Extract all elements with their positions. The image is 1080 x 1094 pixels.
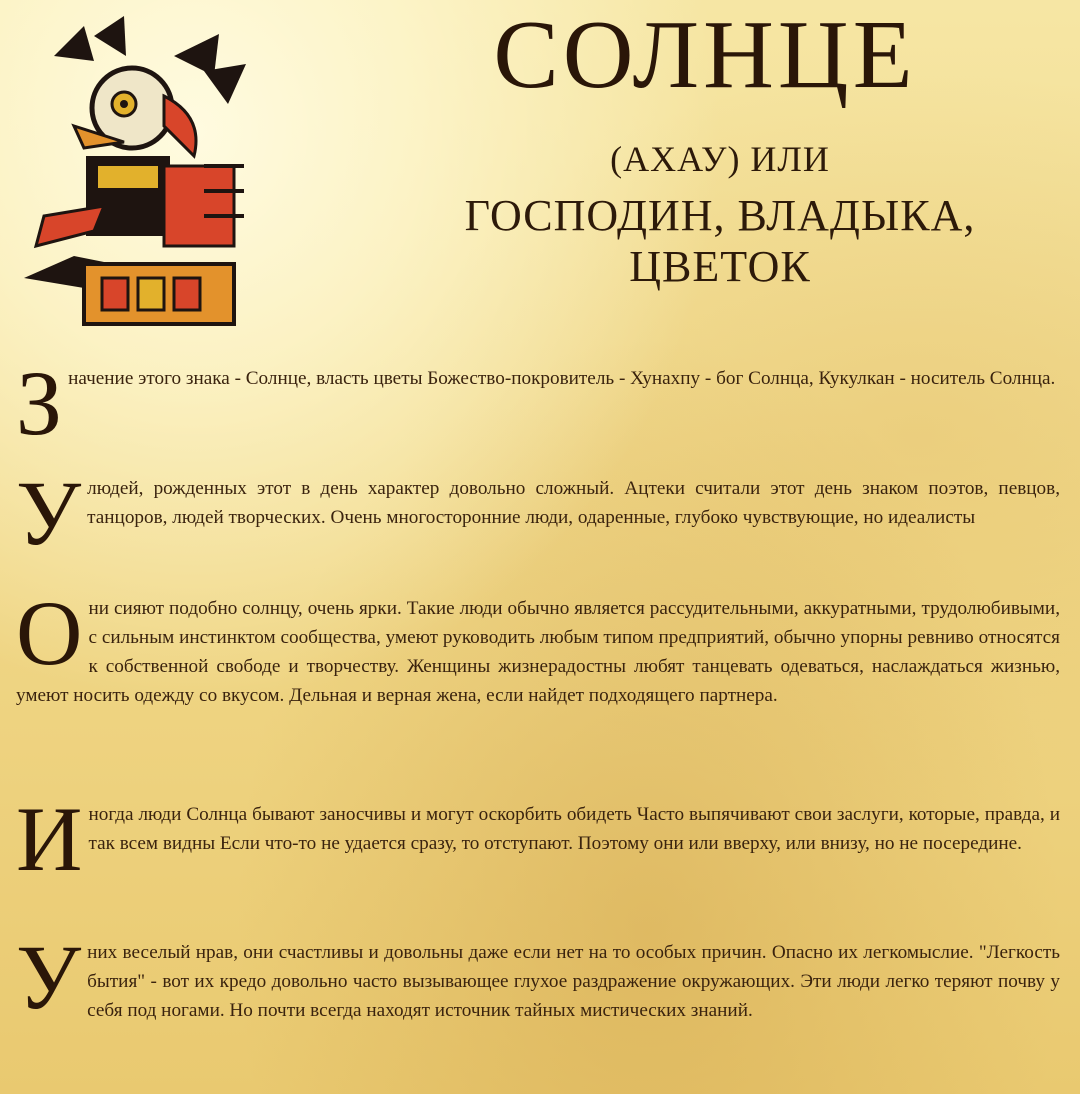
paragraph-text: них веселый нрав, они счастливы и довольны даже если нет на то особых причин. Опасно их легкомыслие. "Легкость бытия" - вот их кредо довольно часто вызывающее глухое раздражение окружающих. Эти люди легко теряют почву у себя под ногами. Но почти всегда находят источник тайных мистических знаний. [87,942,1060,1021]
paragraph-text: людей, рожденных этот в день характер довольно сложный. Ацтеки считали этот день знаком поэтов, певцов, танцоров, людей творческих. Очень многосторонние люди, одаренные, глубоко чувствующие, но идеалисты [87,478,1060,528]
drop-cap: О [16,582,83,684]
drop-cap: И [16,788,83,890]
paragraph-meaning [16,352,1060,454]
page-title: СОЛНЦЕ [493,1,917,109]
paragraph-character [16,462,1060,564]
drop-cap: У [16,926,82,1028]
paragraph-temperament [16,926,1060,1028]
paragraph-traits [16,582,1060,710]
mayan-sun-god-glyph-icon [14,16,250,328]
drop-cap: З [16,352,63,454]
page-subtitle: (АХАУ) ИЛИ [610,139,830,179]
paragraph-flaws [16,788,1060,890]
paragraph-text: начение этого знака - Солнце, власть цветы Божество-покровитель - Хунахпу - бог Солнца, Кукулкан - носитель Солнца. [68,368,1056,389]
paragraph-text: ногда люди Солнца бывают заносчивы и могут оскорбить обидеть Часто выпячивают свои заслуги, которые, правда, и так всем видны Если что-то не удается сразу, то отступают. Поэтому они или вверху, или внизу, но не посередине. [88,804,1060,854]
paragraph-text: ни сияют подобно солнцу, очень ярки. Такие люди обычно является рассудительными, аккуратными, трудолюбивыми, с сильным инстинктом сообщества, умеют руководить любым типом предприятий, обычно упорны ревниво относятся к собственной свободе и творчеству. Женщины жизнерадостны любят танцевать одеваться, наслаждаться жизнью, умеют носить одежду со вкусом. Дельная и верная жена, если найдет подходящего партнера. [16,598,1060,706]
page-subtitle-epithets: ГОСПОДИН, ВЛАДЫКА, ЦВЕТОК [464,191,976,291]
sun-god-illustration [14,16,250,328]
drop-cap: У [16,462,82,564]
